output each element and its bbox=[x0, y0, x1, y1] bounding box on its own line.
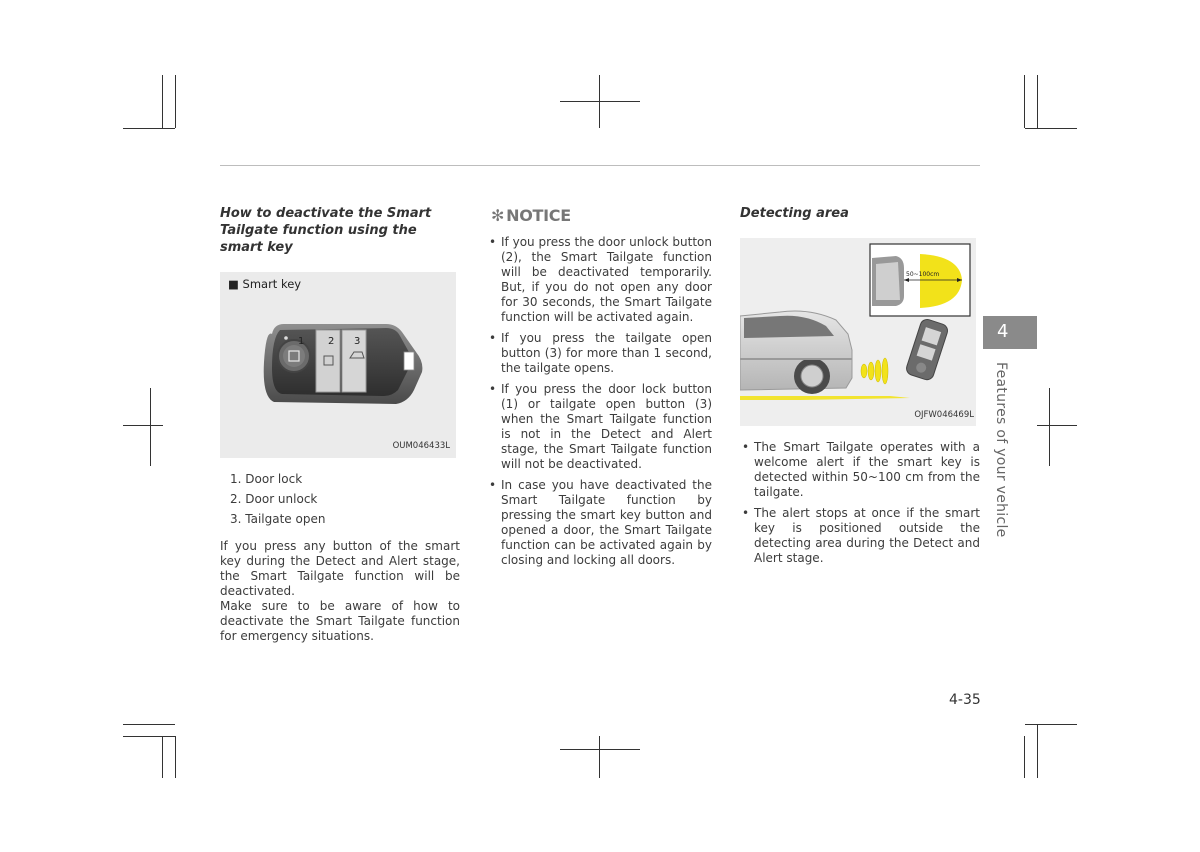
notice-title: ✻ NOTICE bbox=[491, 206, 571, 225]
chapter-number: 4 bbox=[997, 321, 1009, 342]
list-item: • In case you have deactivated the Smart Tailgate function by pressing the smart key button and opened a door, the Smart Tailgate function can be activated again by closing and locking all doors. bbox=[489, 478, 712, 567]
detect-list bbox=[740, 440, 980, 566]
signal-waves-icon bbox=[861, 358, 888, 384]
body-paragraph: Make sure to be aware of how to deactivate the Smart Tailgate function for emergency situations. bbox=[220, 599, 460, 643]
figure-caption: ■ Smart key bbox=[228, 277, 302, 291]
button-list bbox=[230, 472, 460, 527]
key-number-1: 1 bbox=[298, 336, 305, 347]
detecting-area-figure bbox=[740, 238, 976, 426]
list-item: • If you press the door unlock button (2), the Smart Tailgate function will be deactivated temporarily. But, if you do not open any door for 30 seconds, the Smart Tailgate function will be activated again. bbox=[489, 235, 712, 324]
ground-detect-area bbox=[740, 396, 910, 400]
section-heading: How to deactivate the Smart Tailgate function using the smart key bbox=[220, 206, 432, 255]
bullet-icon: • bbox=[489, 331, 497, 345]
column-detecting-area bbox=[740, 205, 980, 572]
list-item: • If you press the tailgate open button (3) for more than 1 second, the tailgate opens. bbox=[489, 331, 712, 375]
bullet-icon: • bbox=[742, 506, 750, 520]
figure-code: OJFW046469L bbox=[914, 410, 974, 420]
bullet-icon: • bbox=[489, 235, 497, 249]
list-item: • The Smart Tailgate operates with a welcome alert if the smart key is detected within 50~100 cm from the tailgate. bbox=[742, 440, 980, 499]
bullet-icon: • bbox=[489, 382, 497, 396]
list-item: 1. Door lock bbox=[230, 472, 303, 486]
notice-list bbox=[487, 235, 712, 568]
figure-code: OUM046433L bbox=[392, 441, 450, 451]
list-item: 2. Door unlock bbox=[230, 492, 318, 506]
body-paragraph: If you press any button of the smart key during the Detect and Alert stage, the Smart Tailgate function will be deactivated. bbox=[220, 539, 460, 598]
detecting-area-illustration bbox=[740, 238, 976, 426]
key-number-2: 2 bbox=[328, 336, 335, 347]
bullet-icon: • bbox=[742, 440, 750, 454]
key-number-3: 3 bbox=[354, 336, 361, 347]
column-smart-key bbox=[220, 205, 460, 644]
list-item: 3. Tailgate open bbox=[230, 512, 326, 526]
section-heading: Detecting area bbox=[740, 206, 849, 221]
distance-label: 50~100cm bbox=[906, 271, 940, 278]
header-rule bbox=[220, 165, 980, 166]
bullet-icon: • bbox=[489, 478, 497, 492]
square-bullet-icon: ■ bbox=[228, 277, 239, 291]
smart-key-figure bbox=[220, 272, 456, 458]
chapter-tab bbox=[983, 316, 1037, 349]
smart-key-icon bbox=[905, 318, 950, 382]
smart-key-illustration bbox=[220, 272, 456, 458]
list-item: • The alert stops at once if the smart key is positioned outside the detecting area during the Detect and Alert stage. bbox=[742, 506, 980, 565]
asterisk-icon: ✻ bbox=[491, 206, 505, 225]
list-item: • If you press the door lock button (1) or tailgate open button (3) when the Smart Tailgate function is not in the Detect and Alert stage, the Smart Tailgate function will not be deactivated. bbox=[489, 382, 712, 471]
chapter-title: Features of your vehicle bbox=[993, 362, 1009, 538]
notice-box bbox=[487, 208, 712, 574]
page-number: 4-35 bbox=[949, 692, 981, 708]
